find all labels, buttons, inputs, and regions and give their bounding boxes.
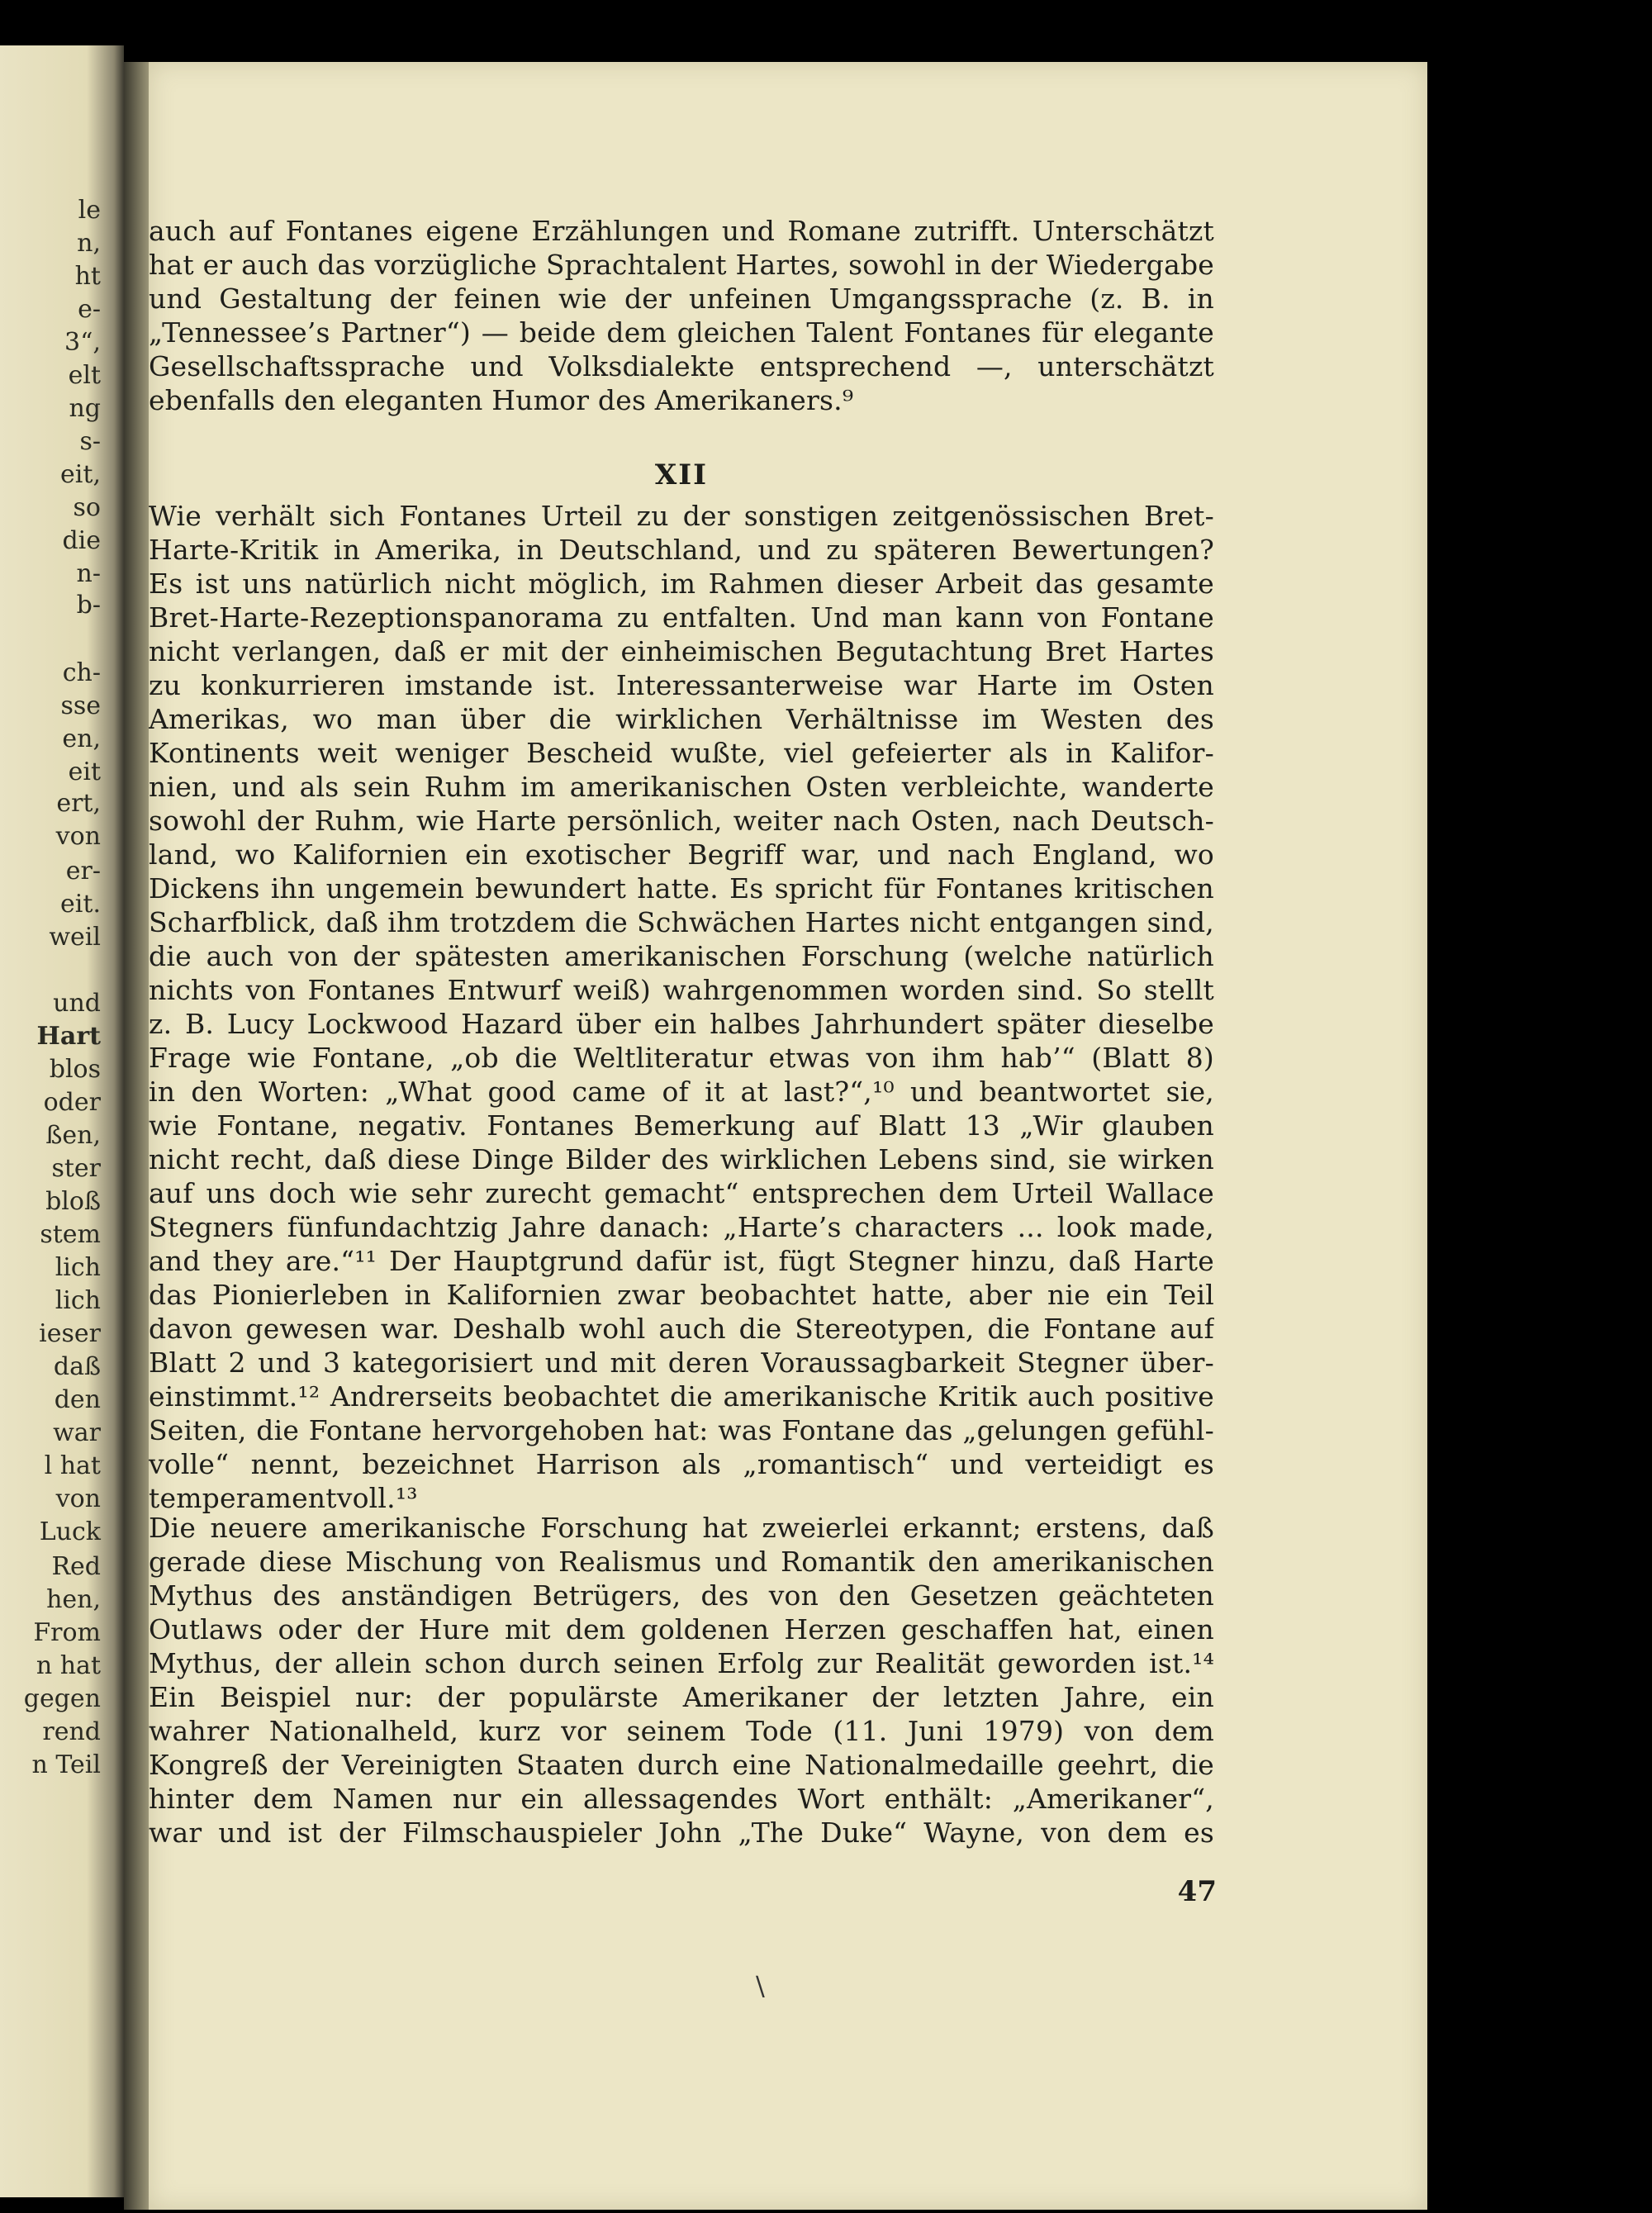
text-line: wahrer Nationalheld, kurz vor seinem Tode (11. Juni 1979) von dem (149, 1715, 1214, 1747)
left-page-fragment: n- (76, 559, 101, 588)
left-page-fragment: b- (76, 591, 101, 620)
text-line: Ein Beispiel nur: der populärste Amerikaner der letzten Jahre, ein (149, 1681, 1214, 1713)
left-page-fragment: From (33, 1618, 101, 1647)
left-page-fragment: le (78, 196, 101, 225)
left-page-fragment: lich (55, 1286, 101, 1315)
left-page-fragment: hen, (46, 1585, 101, 1614)
left-page-fragment: Hart (36, 1022, 101, 1051)
left-page-fragment: n Teil (31, 1750, 101, 1779)
left-page-fragment: war (53, 1418, 101, 1447)
left-page-fragment: so (73, 493, 101, 522)
text-line: Mythus des anständigen Betrügers, des von den Gesetzen geächteten (149, 1579, 1214, 1612)
left-page-fragment: eit. (60, 890, 101, 919)
left-page-fragment: von (55, 822, 101, 851)
text-line: sowohl der Ruhm, wie Harte persönlich, weiter nach Osten, nach Deutsch- (149, 805, 1214, 837)
page-number: 47 (1177, 1875, 1217, 1908)
left-page-fragment: den (54, 1385, 101, 1414)
text-line: and they are.“¹¹ Der Hauptgrund dafür ist, fügt Stegner hinzu, daß Harte (149, 1245, 1214, 1277)
text-line: hat er auch das vorzügliche Sprachtalent Hartes, sowohl in der Wiedergabe (149, 249, 1214, 281)
text-line: temperamentvoll.¹³ (149, 1482, 418, 1514)
left-page-fragment: ßen, (45, 1121, 101, 1150)
text-line: Seiten, die Fontane hervorgehoben hat: was Fontane das „gelungen gefühl- (149, 1414, 1214, 1446)
text-line: in den Worten: „What good came of it at last?“,¹⁰ und beantwortet sie, (149, 1076, 1214, 1108)
text-line: Bret-Harte-Rezeptionspanorama zu entfalten. Und man kann von Fontane (149, 601, 1214, 634)
text-line: Es ist uns natürlich nicht möglich, im Rahmen dieser Arbeit das gesamte (149, 567, 1214, 600)
left-page-fragment: die (62, 526, 101, 555)
left-page-fragment: Luck (39, 1517, 101, 1546)
text-line: nicht verlangen, daß er mit der einheimischen Begutachtung Bret Hartes (149, 635, 1214, 667)
left-page-fragment: en, (62, 724, 101, 753)
left-page-fragment: stem (40, 1220, 101, 1249)
text-line: Blatt 2 und 3 kategorisiert und mit deren Voraussagbarkeit Stegner über- (149, 1346, 1214, 1379)
text-line: das Pionierleben in Kalifornien zwar beobachtet hatte, aber nie ein Teil (149, 1279, 1214, 1311)
left-page-fragment: ieser (39, 1319, 101, 1348)
text-line: Die neuere amerikanische Forschung hat zweierlei erkannt; erstens, daß (149, 1512, 1214, 1544)
left-page-fragment: gegen (23, 1684, 101, 1713)
left-page-fragment: elt (68, 361, 101, 390)
left-page-fragment: blos (49, 1055, 101, 1084)
text-line: zu konkurrieren imstande ist. Interessanterweise war Harte im Osten (149, 669, 1214, 701)
text-line: nicht recht, daß diese Dinge Bilder des wirklichen Lebens sind, sie wirken (149, 1143, 1214, 1175)
text-line: einstimmt.¹² Andrerseits beobachtet die amerikanische Kritik auch positive (149, 1380, 1214, 1413)
left-page-fragment: ht (74, 262, 101, 291)
text-line: Mythus, der allein schon durch seinen Erfolg zur Realität geworden ist.¹⁴ (149, 1647, 1214, 1679)
left-page-fragment: Red (51, 1552, 101, 1581)
text-line: auf uns doch wie sehr zurecht gemacht“ entsprechen dem Urteil Wallace (149, 1177, 1214, 1209)
left-page-fragment: von (55, 1484, 101, 1513)
left-page-fragment: bloß (45, 1187, 101, 1216)
text-line: volle“ nennt, bezeichnet Harrison als „romantisch“ und verteidigt es (149, 1448, 1214, 1480)
text-line: wie Fontane, negativ. Fontanes Bemerkung auf Blatt 13 „Wir glauben (149, 1109, 1214, 1142)
left-page-fragment: 3“, (64, 328, 101, 357)
text-line: Stegners fünfundachtzig Jahre danach: „Harte’s characters ... look made, (149, 1211, 1214, 1243)
text-line: nien, und als sein Ruhm im amerikanischen Osten verbleichte, wanderte (149, 771, 1214, 803)
text-line: Kongreß der Vereinigten Staaten durch eine Nationalmedaille geehrt, die (149, 1749, 1214, 1781)
text-line: nichts von Fontanes Entwurf weiß) wahrgenommen worden sind. So stellt (149, 974, 1214, 1006)
left-page-fragment: lich (55, 1253, 101, 1282)
text-line: Gesellschaftssprache und Volksdialekte entsprechend —, unterschätzt (149, 350, 1214, 382)
text-line: „Tennessee’s Partner“) — beide dem gleichen Talent Fontanes für elegante (149, 316, 1214, 349)
left-page-fragment: oder (43, 1088, 101, 1117)
text-line: Amerikas, wo man über die wirklichen Verhältnisse im Westen des (149, 703, 1214, 735)
text-line: land, wo Kalifornien ein exotischer Begriff war, und nach England, wo (149, 838, 1214, 871)
left-page-fragment: s- (79, 427, 101, 456)
text-line: Dickens ihn ungemein bewundert hatte. Es spricht für Fontanes kritischen (149, 872, 1214, 905)
left-page-fragment: n hat (36, 1651, 101, 1680)
left-page-fragment: daß (53, 1352, 101, 1381)
left-page-fragment: n, (77, 229, 101, 258)
text-line: Frage wie Fontane, „ob die Weltliteratur etwas von ihm hab’“ (Blatt 8) (149, 1042, 1214, 1074)
text-line: Outlaws oder der Hure mit dem goldenen Herzen geschaffen hat, einen (149, 1613, 1214, 1646)
section-heading: XII (654, 458, 709, 492)
left-page-fragment: l hat (44, 1451, 101, 1480)
left-page-fragment: eit (68, 757, 101, 786)
text-line: z. B. Lucy Lockwood Hazard über ein halbes Jahrhundert später dieselbe (149, 1008, 1214, 1040)
text-line: gerade diese Mischung von Realismus und Romantik den amerikanischen (149, 1546, 1214, 1578)
left-page-fragment: und (53, 989, 101, 1018)
left-page-fragment: e- (78, 295, 101, 324)
stray-mark: \ (756, 1970, 765, 2002)
right-page (149, 62, 1427, 2210)
left-page-fragment: ster (51, 1154, 101, 1183)
left-page-fragment: ert, (56, 789, 101, 818)
text-line: auch auf Fontanes eigene Erzählungen und Romane zutrifft. Unterschätzt (149, 215, 1214, 247)
text-line: davon gewesen war. Deshalb wohl auch die Stereotypen, die Fontane auf (149, 1313, 1214, 1345)
text-line: die auch von der spätesten amerikanischen Forschung (welche natürlich (149, 940, 1214, 972)
text-line: Wie verhält sich Fontanes Urteil zu der sonstigen zeitgenössischen Bret- (149, 500, 1214, 532)
left-page-fragment: rend (42, 1717, 101, 1746)
text-line: Scharfblick, daß ihm trotzdem die Schwächen Hartes nicht entgangen sind, (149, 906, 1214, 938)
left-page-edge (0, 45, 124, 2197)
text-line: ebenfalls den eleganten Humor des Amerikaners.⁹ (149, 384, 854, 416)
text-line: Kontinents weit weniger Bescheid wußte, viel gefeierter als in Kalifor- (149, 737, 1214, 769)
text-line: Harte-Kritik in Amerika, in Deutschland, und zu späteren Bewertungen? (149, 534, 1214, 566)
left-page-fragment: eit, (60, 460, 101, 489)
left-page-fragment: er- (65, 857, 101, 886)
left-page-fragment: sse (60, 691, 101, 720)
text-line: und Gestaltung der feinen wie der unfeinen Umgangssprache (z. B. in (149, 283, 1214, 315)
left-page-fragment: ch- (62, 658, 101, 687)
left-page-fragment: ng (69, 394, 101, 423)
text-line: war und ist der Filmschauspieler John „The Duke“ Wayne, von dem es (149, 1816, 1214, 1849)
left-page-fragment: weil (49, 923, 101, 952)
text-line: hinter dem Namen nur ein allessagendes Wort enthält: „Amerikaner“, (149, 1783, 1214, 1815)
